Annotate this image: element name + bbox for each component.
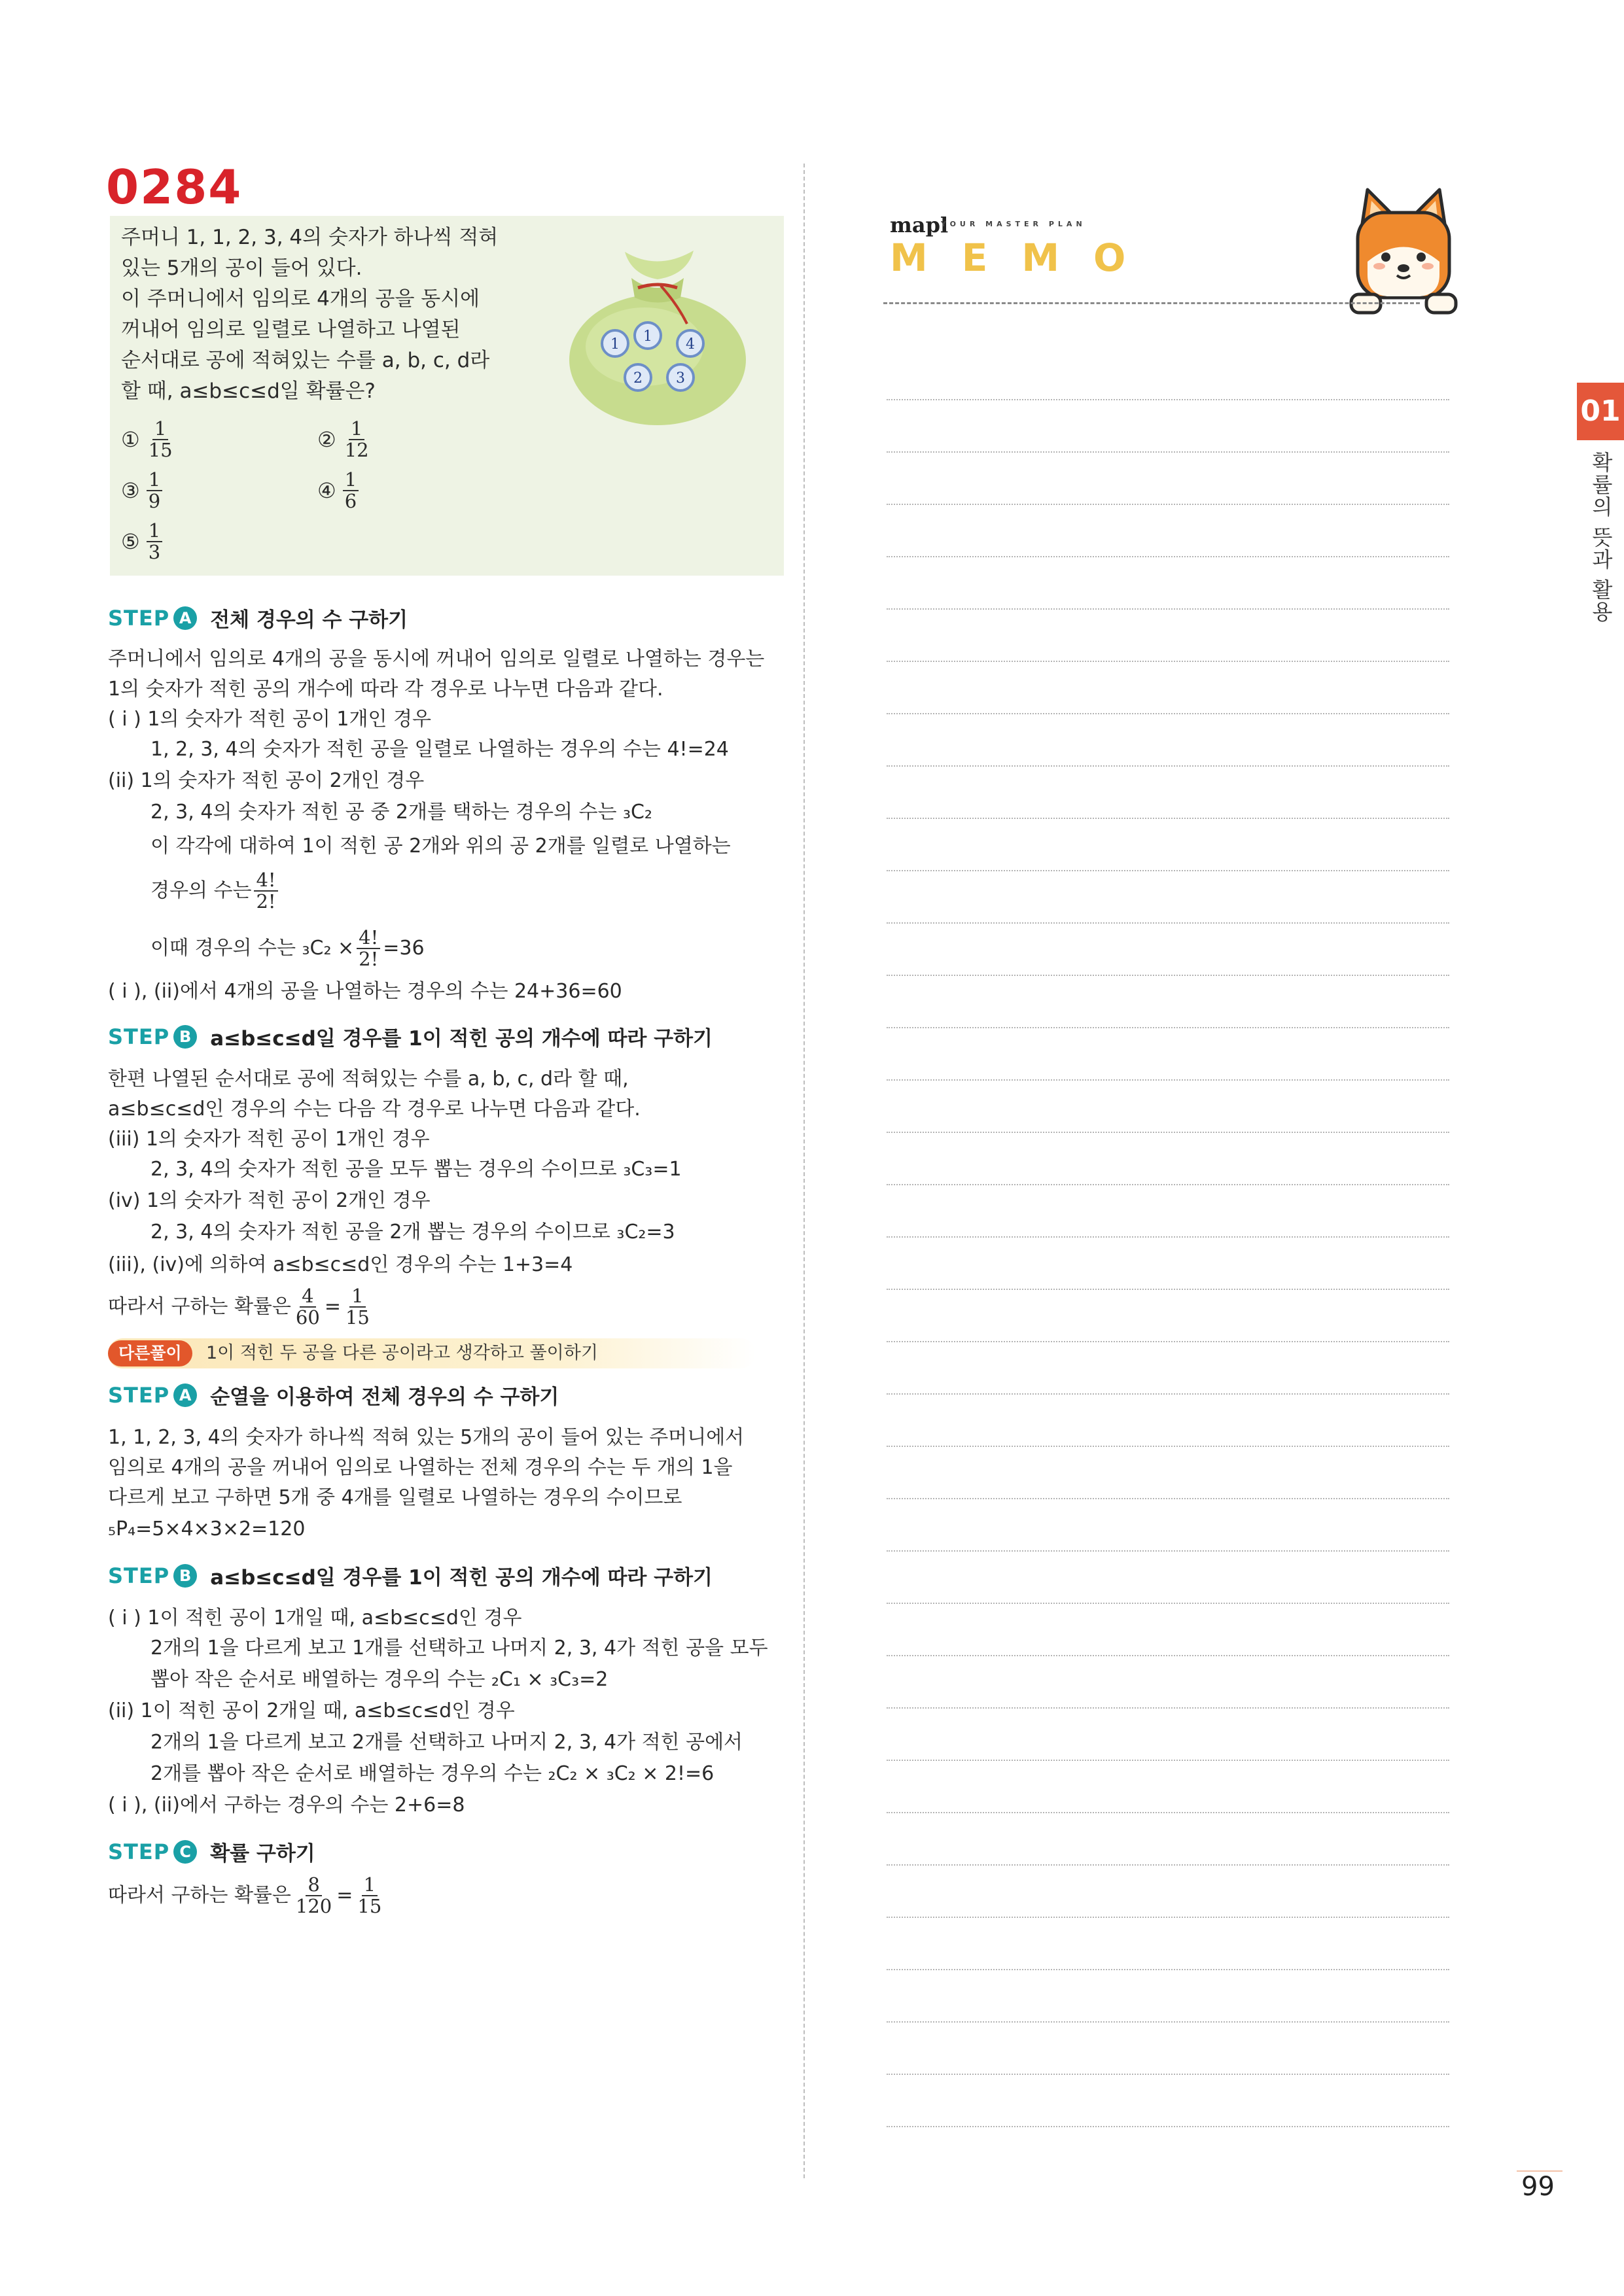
- solution-text: ₅P₄=5×4×3×2=120: [108, 1518, 306, 1540]
- problem-line: 할 때, a≤b≤c≤d일 확률은?: [121, 379, 376, 403]
- step-badge: B: [173, 1564, 197, 1588]
- ball-label: 2: [633, 370, 643, 387]
- shiba-dog-icon: [1348, 186, 1459, 317]
- solution-text: 2, 3, 4의 숫자가 적힌 공을 2개 뽑는 경우의 수이므로 ₃C₂=3: [150, 1221, 675, 1244]
- step-c-heading: STEP C 확률 구하기: [108, 1839, 315, 1866]
- problem-number: 0284: [106, 160, 243, 215]
- memo-line: [887, 1027, 1449, 1028]
- memo-line: [887, 1550, 1449, 1552]
- solution-text: 따라서 구하는 확률은 $\frac{4}{60}$ = $\frac{1}{15}$: [108, 1285, 370, 1329]
- memo-line: [887, 1289, 1449, 1290]
- case-heading: ( i ) 1의 숫자가 적힌 공이 1개인 경우: [108, 708, 431, 731]
- memo-line: [887, 1184, 1449, 1185]
- solution-text: 뽑아 작은 순서로 배열하는 경우의 수는 ₂C₁ × ₃C₃=2: [150, 1668, 609, 1691]
- solution-text: 경우의 수는 $\frac{4!}{2!}$: [150, 870, 281, 912]
- solution-text: 이때 경우의 수는 ₃C₂ × $\frac{4!}{2!}$ =36: [150, 926, 425, 970]
- solution-text: 1, 1, 2, 3, 4의 숫자가 하나씩 적혀 있는 5개의 공이 들어 있는 주머니에서: [108, 1426, 745, 1449]
- memo-line: [887, 1498, 1449, 1499]
- memo-line: [887, 1760, 1449, 1761]
- step-badge: B: [173, 1025, 197, 1049]
- memo-line: [887, 2074, 1449, 2075]
- solution-text: 2, 3, 4의 숫자가 적힌 공을 모두 뽑는 경우의 수이므로 ₃C₃=1: [150, 1158, 682, 1181]
- memo-line: [887, 1079, 1449, 1081]
- problem-line: 주머니 1, 1, 2, 3, 4의 숫자가 하나씩 적혀: [121, 226, 499, 249]
- memo-line: [887, 1812, 1449, 1813]
- step-a-heading: STEP A 순열을 이용하여 전체 경우의 수 구하기: [108, 1382, 559, 1409]
- memo-line: [887, 661, 1449, 662]
- memo-line: [887, 556, 1449, 557]
- choice-2[interactable]: ② $\frac{1}{12}$: [317, 417, 369, 461]
- memo-top-border: [883, 302, 1420, 304]
- memo-line: [887, 608, 1449, 610]
- problem-line: 이 주머니에서 임의로 4개의 공을 동시에: [121, 287, 480, 311]
- case-heading: ( i ) 1이 적힌 공이 1개일 때, a≤b≤c≤d인 경우: [108, 1607, 522, 1629]
- memo-line: [887, 1341, 1449, 1342]
- ball-label: 1: [643, 328, 652, 345]
- memo-tagline: YOUR MASTER PLAN: [941, 220, 1086, 228]
- step-badge: C: [173, 1840, 197, 1864]
- choice-5[interactable]: ⑤ $\frac{1}{3}$: [121, 521, 165, 563]
- solution-text: 한편 나열된 순서대로 공에 적혀있는 수를 a, b, c, d라 할 때,: [108, 1068, 629, 1090]
- solution-text: 1, 2, 3, 4의 숫자가 적힌 공을 일렬로 나열하는 경우의 수는 4!=24: [150, 738, 729, 761]
- memo-line: [887, 1655, 1449, 1656]
- memo-line: [887, 1864, 1449, 1866]
- memo-line: [887, 2021, 1449, 2023]
- alternative-solution-title: 1이 적힌 두 공을 다른 공이라고 생각하고 풀이하기: [206, 1343, 598, 1363]
- solution-text: 2, 3, 4의 숫자가 적힌 공 중 2개를 택하는 경우의 수는 ₃C₂: [150, 801, 652, 824]
- choice-1[interactable]: ① $\frac{1}{15}$: [121, 417, 173, 461]
- solution-text: 다르게 보고 구하면 5개 중 4개를 일렬로 나열하는 경우의 수이므로: [108, 1486, 682, 1509]
- solution-text: 이 각각에 대하여 1이 적힌 공 2개와 위의 공 2개를 일렬로 나열하는: [150, 835, 731, 858]
- case-heading: (iii) 1의 숫자가 적힌 공이 1개인 경우: [108, 1128, 430, 1151]
- solution-text: 2개의 1을 다르게 보고 1개를 선택하고 나머지 2, 3, 4가 적힌 공을 모두: [150, 1637, 768, 1660]
- solution-text: a≤b≤c≤d인 경우의 수는 다음 각 경우로 나누면 다음과 같다.: [108, 1098, 641, 1121]
- memo-line: [887, 1917, 1449, 1918]
- case-heading: (ii) 1이 적힌 공이 2개일 때, a≤b≤c≤d인 경우: [108, 1699, 515, 1722]
- step-badge: A: [173, 1383, 197, 1407]
- ball-label: 1: [610, 336, 620, 353]
- alternative-solution-bar: [108, 1338, 756, 1368]
- memo-brand: mapl: [890, 213, 949, 237]
- ball-label: 4: [686, 336, 695, 353]
- choice-4[interactable]: ④ $\frac{1}{6}$: [317, 470, 361, 512]
- memo-line: [887, 1603, 1449, 1604]
- alternative-solution-badge: 다른풀이: [108, 1340, 192, 1366]
- memo-line: [887, 713, 1449, 714]
- choice-3[interactable]: ③ $\frac{1}{9}$: [121, 470, 165, 512]
- problem-statement: [121, 222, 498, 407]
- problem-line: 있는 5개의 공이 들어 있다.: [121, 256, 362, 280]
- memo-line: [887, 1446, 1449, 1447]
- solution-text: ( i ), (ii)에서 4개의 공을 나열하는 경우의 수는 24+36=60: [108, 980, 622, 1003]
- memo-line: [887, 399, 1449, 400]
- problem-line: 꺼내어 임의로 일렬로 나열하고 나열된: [121, 318, 461, 341]
- problem-line: 순서대로 공에 적혀있는 수를 a, b, c, d라: [121, 349, 490, 372]
- case-heading: (ii) 1의 숫자가 적힌 공이 2개인 경우: [108, 769, 425, 792]
- step-a-heading: STEP A 전체 경우의 수 구하기: [108, 605, 408, 632]
- solution-text: 2개를 뽑아 작은 순서로 배열하는 경우의 수는 ₂C₂ × ₃C₂ × 2!=6: [150, 1762, 715, 1785]
- memo-line: [887, 1132, 1449, 1133]
- chapter-label: 확률의 뜻과 활용: [1589, 451, 1614, 623]
- memo-line: [887, 451, 1449, 453]
- memo-line: [887, 818, 1449, 819]
- solution-text: 주머니에서 임의로 4개의 공을 동시에 꺼내어 임의로 일렬로 나열하는 경우는: [108, 648, 765, 670]
- memo-line: [887, 1707, 1449, 1709]
- ball-bag-illustration: [563, 232, 752, 428]
- case-heading: (iv) 1의 숫자가 적힌 공이 2개인 경우: [108, 1189, 431, 1212]
- column-divider: [803, 164, 805, 2178]
- memo-line: [887, 1393, 1449, 1395]
- memo-line: [887, 1969, 1449, 1970]
- memo-line: [887, 2126, 1449, 2127]
- memo-line: [887, 1236, 1449, 1238]
- step-b-heading: STEP B a≤b≤c≤d일 경우를 1이 적힌 공의 개수에 따라 구하기: [108, 1563, 713, 1590]
- solution-text: ( i ), (ii)에서 구하는 경우의 수는 2+6=8: [108, 1794, 465, 1817]
- ball-label: 3: [676, 370, 685, 387]
- solution-text: 1의 숫자가 적힌 공의 개수에 따라 각 경우로 나누면 다음과 같다.: [108, 678, 663, 701]
- solution-text: 따라서 구하는 확률은 $\frac{8}{120}$ = $\frac{1}{15}$: [108, 1873, 382, 1917]
- memo-line: [887, 975, 1449, 976]
- memo-line: [887, 504, 1449, 505]
- solution-text: 임의로 4개의 공을 꺼내어 임의로 나열하는 전체 경우의 수는 두 개의 1을: [108, 1456, 733, 1479]
- memo-line: [887, 765, 1449, 767]
- solution-text: 2개의 1을 다르게 보고 2개를 선택하고 나머지 2, 3, 4가 적힌 공에서: [150, 1731, 743, 1754]
- memo-line: [887, 922, 1449, 924]
- step-b-heading: STEP B a≤b≤c≤d일 경우를 1이 적힌 공의 개수에 따라 구하기: [108, 1024, 713, 1051]
- chapter-tab[interactable]: 01: [1577, 383, 1624, 440]
- memo-title: MEMO: [890, 235, 1160, 280]
- step-badge: A: [173, 606, 197, 630]
- solution-text: (iii), (iv)에 의하여 a≤b≤c≤d인 경우의 수는 1+3=4: [108, 1253, 573, 1276]
- memo-line: [887, 870, 1449, 871]
- page-number: 99: [1521, 2172, 1555, 2202]
